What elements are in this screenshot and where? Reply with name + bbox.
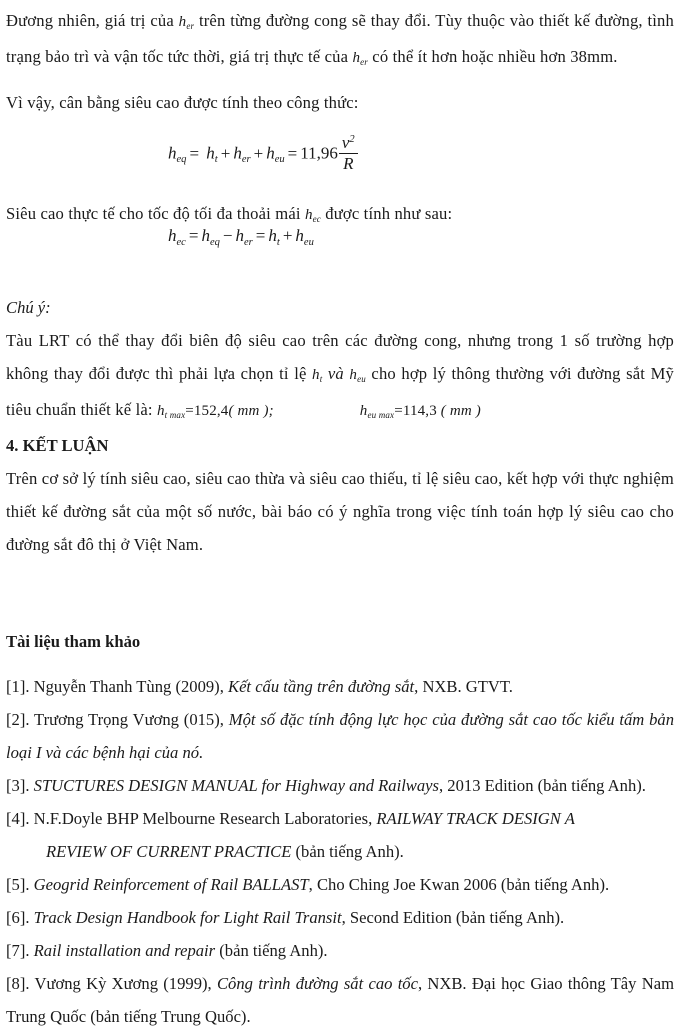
ref-post: (bản tiếng Anh). [291,842,404,861]
inline-math-h-er-2 [352,50,368,66]
formula-actual-superelevation [168,226,314,248]
math-base: h [349,367,358,383]
math-sub: er [360,57,368,68]
f1-eq1: = [189,143,200,163]
formula-1-expression [168,133,359,174]
spacer-before-refs [6,561,674,607]
math-sub: ec [312,214,321,225]
ht-max-eq: = [185,403,194,419]
f2-t4-base: h [295,226,304,245]
paragraph-1-text-a: Đương nhiên, giá trị của [6,11,179,30]
ref-title: RAILWAY TRACK DESIGN A [376,809,575,828]
math-sub: er [186,21,195,32]
ref-marker: [1]. [6,677,30,696]
f2-t4-sub: eu [303,236,314,248]
f2-lhs-sub: ec [176,236,186,248]
heu-max-value: 114,3 [402,403,437,419]
note-text-a: Tàu LRT có thể thay đổi biên độ siêu cao trên các đường cong, nhưng trong 1 số trường hợp không thay đổi được thì phải lựa chọn tỉ lệ [6,331,674,383]
f2-t1-base: h [201,226,210,245]
spacer [6,76,674,86]
spacer-refs [6,658,674,670]
ref-post: (bản tiếng Anh). [215,941,328,960]
f2-eq1: = [188,226,199,245]
formula-balance-superelevation [168,133,359,174]
ref-title: Track Design Handbook for Light Rail Transit [33,908,342,927]
ref-marker: [5]. [6,875,30,894]
formula-2-expression [168,226,314,248]
spacer-formula-2 [6,233,674,291]
inline-math-heu-max [360,403,481,419]
math-base: h [304,207,313,223]
f2-t2-sub: er [244,236,253,248]
heu-max-base: h [359,403,368,419]
ref-marker: [6]. [6,908,30,927]
f1-t1-sub: t [214,154,218,166]
ht-max-value: 152,4 [193,403,229,419]
note-label: Chú ý: [6,298,51,317]
ref-title: Kết cấu tầng trên đường sắt [228,677,415,696]
math-base: h [352,50,361,66]
references-heading: Tài liệu tham khảo [6,632,141,651]
inline-math-h-er-1 [179,14,195,30]
inline-math-h-ec [305,207,321,223]
note-body [6,324,674,429]
ref-title-line2-wrap [6,835,674,868]
paragraph-3-text-a: Siêu cao thực tế cho tốc độ tối đa thoải mái [6,204,305,223]
spacer-before-refs-2 [6,607,674,625]
ht-max-base: h [156,403,165,419]
ht-max-unit: ( mm ); [228,403,274,419]
ref-pre: Vương Kỳ Xương (1999), [29,974,217,993]
f1-lhs-sub: eq [176,154,187,166]
ht-max-sub: t max [164,410,186,421]
ref-marker: [3]. [6,776,30,795]
paragraph-2: Vì vậy, cân bằng siêu cao được tính theo công thức: [6,93,359,112]
ref-marker: [8]. [6,974,30,993]
heu-max-eq: = [394,403,403,419]
f2-minus: − [222,226,233,245]
ref-title: Rail installation and repair [33,941,216,960]
f2-t1-sub: eq [209,236,220,248]
f1-t3-sub: eu [274,154,285,166]
paragraph-1-text-c: có thể ít hơn hoặc nhiều hơn 38mm. [367,47,618,66]
inline-math-h-eu [349,367,366,383]
paragraph-3-text-b: được tính như sau: [320,204,453,223]
f1-numerator-exp: 2 [349,133,355,145]
heu-max-unit: ( mm ) [440,403,481,419]
f1-plus1: + [220,143,231,163]
math-sub: t [319,374,323,385]
ref-marker: [7]. [6,941,30,960]
ref-post: , Second Edition (bản tiếng Anh). [341,908,565,927]
ref-post: , NXB. GTVT. [414,677,513,696]
math-base: h [312,367,320,383]
f1-t1-base: h [206,143,215,163]
reference-item [6,670,674,703]
reference-item [6,967,674,1033]
f1-denominator: R [343,153,354,173]
ref-title: Geogrid Reinforcement of Rail BALLAST [33,875,309,894]
inline-math-h-t [312,367,322,383]
f1-t2-base: h [233,143,242,163]
math-base: h [178,14,187,30]
f1-t2-sub: er [241,154,251,166]
section-heading-conclusion: 4. KẾT LUẬN [6,436,109,455]
f2-t2-base: h [235,226,244,245]
f1-numerator-base: v [341,133,350,153]
f1-t3-base: h [266,143,275,163]
f2-t3-base: h [268,226,277,245]
f2-t3-sub: t [276,236,280,248]
paragraph-3 [6,197,674,233]
note-text-va: và [322,364,350,383]
ref-title: Công trình đường sắt cao tốc [216,974,418,993]
ref-post: , Cho Ching Joe Kwan 2006 (bản tiếng Anh). [308,875,610,894]
f1-numerator [339,134,358,154]
ref-post: , NXB. Đại học Giao thông Tây Nam Trung Quốc (bản tiếng Trung Quốc). [6,974,674,1026]
f1-fraction [339,134,358,172]
f2-lhs-base: h [168,226,177,245]
heu-max-sub: eu max [367,410,395,421]
f2-plus: + [282,226,293,245]
paragraph-1-text-b: trên từng đường cong sẽ thay đổi. Tùy thuộc vào thiết kế đường, tình trạng bảo trì và vận tốc tức thời, giá trị thực tế của [6,11,674,66]
ref-pre: Trương Trọng Vương (015), [29,710,229,729]
ref-pre: N.F.Doyle BHP Melbourne Research Laboratories, [29,809,377,828]
math-sub: eu [357,374,366,385]
note-text-b: cho hợp lý thông thường với đường sắt Mỹ tiêu chuẩn thiết kế là: [6,364,674,419]
reference-item [6,868,674,901]
f1-eq2: = [287,143,298,163]
ref-title: STUCTURES DESIGN MANUAL for Highway and Railways [33,776,439,795]
section-body-conclusion: Trên cơ sở lý tính siêu cao, siêu cao thừa và siêu cao thiếu, tỉ lệ siêu cao, kết hợp với thực nghiệm thiết kế đường sắt của một số nước, bài báo có ý nghĩa trong việc tính toán hợp lý siêu cao cho đường sắt đô thị ở Việt Nam. [6,469,674,554]
reference-item [6,703,674,769]
ref-title: Một số đặc tính động lực học của đường sắt cao tốc kiểu tấm bản loại I và các bệnh hại của nó. [6,710,674,762]
reference-item [6,769,674,802]
f1-plus2: + [253,143,264,163]
ref-title-line2: REVIEW OF CURRENT PRACTICE [46,842,292,861]
ref-marker: [4]. [6,809,30,828]
inline-math-ht-max [157,403,274,419]
ref-marker: [2]. [6,710,30,729]
ref-post: , 2013 Edition (bản tiếng Anh). [439,776,646,795]
ref-pre: Nguyễn Thanh Tùng (2009), [29,677,228,696]
f2-eq2: = [255,226,266,245]
f1-coefficient: 11,96 [300,143,338,163]
paragraph-1 [6,4,674,76]
reference-item [6,901,674,934]
reference-item [6,802,674,868]
f1-lhs-base: h [168,143,177,163]
